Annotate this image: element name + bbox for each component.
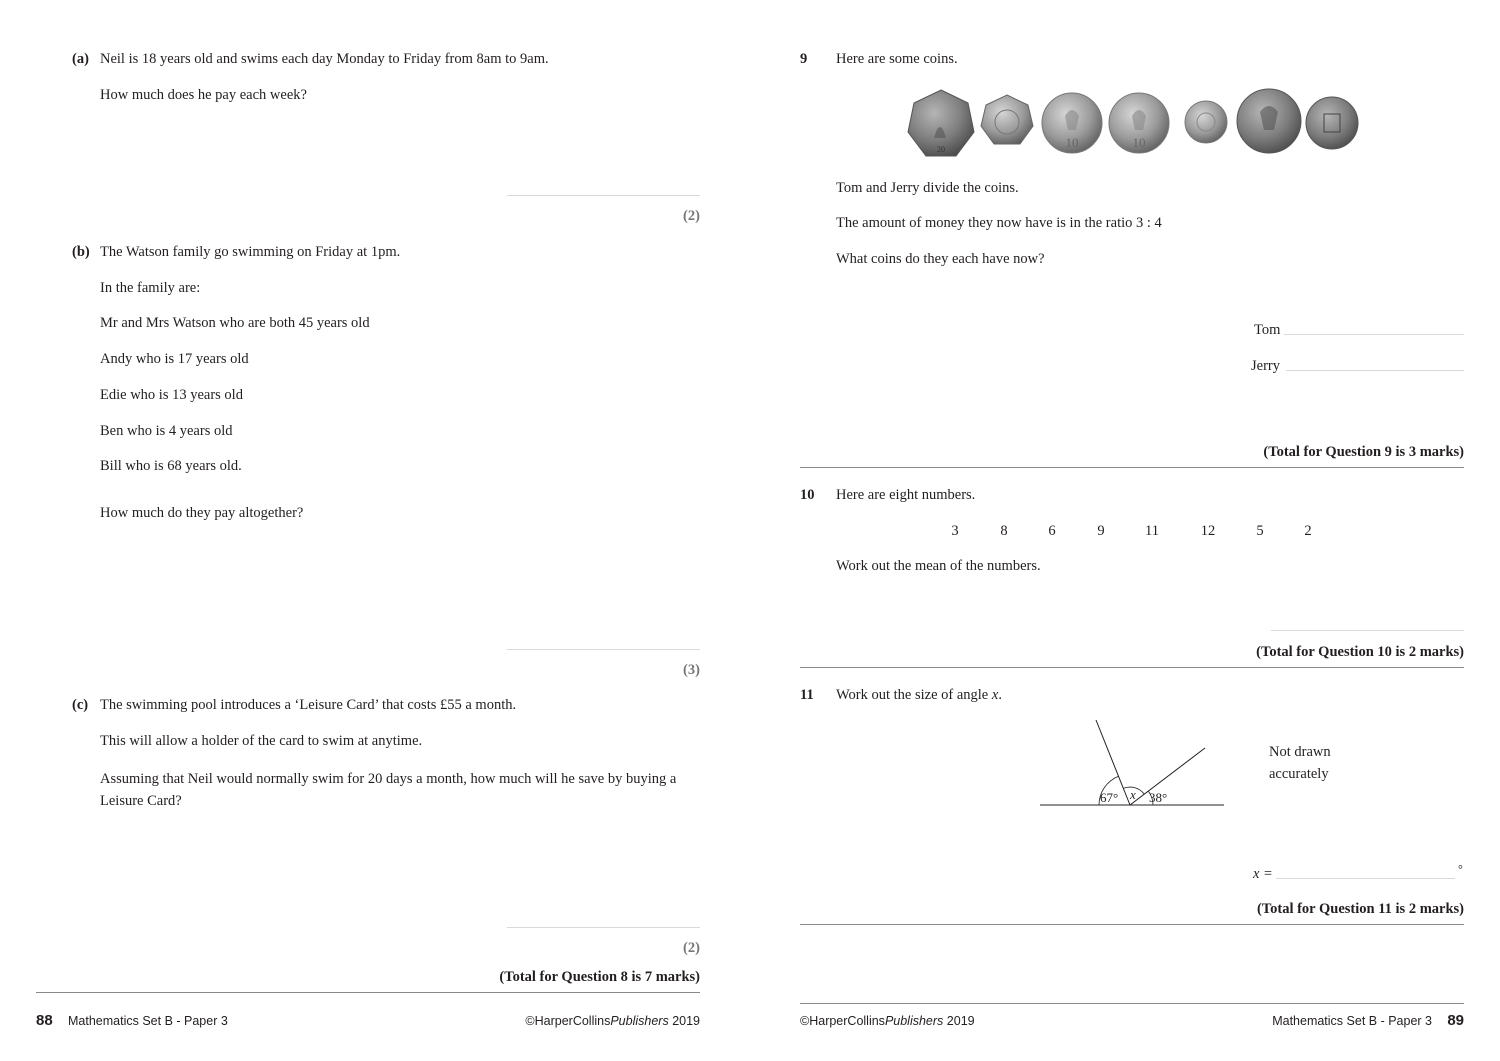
coin-10p-a-icon (1042, 93, 1102, 153)
part-b-line-4: Andy who is 17 years old (100, 351, 249, 367)
left-page-number: 88 (36, 1012, 53, 1029)
question-9-number: 9 (800, 51, 808, 67)
angle-label-67: 67° (1100, 790, 1119, 805)
number-item: 12 (1200, 523, 1216, 539)
question-11-question: Work out the size of angle x. (836, 687, 1002, 703)
question-10-intro: Here are eight numbers. (836, 487, 976, 503)
question-9-line-1: Tom and Jerry divide the coins. (836, 180, 1019, 196)
part-b-marks: (3) (683, 662, 700, 678)
right-ray (1130, 748, 1205, 805)
left-footer-copyright: ©HarperCollinsPublishers 2019 (525, 1014, 700, 1028)
not-drawn-note-line-2: accurately (1269, 766, 1329, 782)
angle-diagram (1030, 712, 1230, 812)
question-9-total: (Total for Question 9 is 3 marks) (1263, 444, 1464, 460)
part-b-line-2: In the family are: (100, 280, 201, 296)
part-a-line-2: How much does he pay each week? (100, 87, 307, 103)
part-b-label: (b) (72, 244, 90, 260)
question-9-line-2: The amount of money they now have is in the ratio 3 : 4 (836, 215, 1162, 231)
part-a-answer-line[interactable] (507, 195, 700, 196)
part-c-line-1: The swimming pool introduces a ‘Leisure Card’ that costs £55 a month. (100, 697, 517, 713)
coin-2p-icon (1237, 89, 1301, 153)
right-page-number: 89 (1447, 1012, 1464, 1029)
question-8-total: (Total for Question 8 is 7 marks) (499, 969, 700, 985)
part-c-marks: (2) (683, 940, 700, 956)
jerry-label: Jerry (1251, 358, 1280, 374)
tom-answer-line[interactable] (1284, 334, 1464, 335)
number-item: 6 (1048, 523, 1056, 539)
part-b-answer-line[interactable] (507, 649, 700, 650)
coin-20p-b-icon (981, 95, 1033, 144)
question-10-number: 10 (800, 487, 815, 503)
question-11-number: 11 (800, 687, 814, 703)
part-c-label: (c) (72, 697, 89, 713)
part-a-label: (a) (72, 51, 89, 67)
question-10-total: (Total for Question 10 is 2 marks) (1256, 644, 1464, 660)
left-footer-title: Mathematics Set B - Paper 3 (68, 1014, 228, 1028)
svg-text:20: 20 (937, 145, 945, 154)
number-item: 8 (1000, 523, 1008, 539)
right-footer-copyright: ©HarperCollinsPublishers 2019 (800, 1014, 975, 1028)
question-10-question: Work out the mean of the numbers. (836, 558, 1041, 574)
question-9-intro: Here are some coins. (836, 51, 958, 67)
jerry-answer-line[interactable] (1286, 370, 1464, 371)
right-footer-rule (800, 1003, 1464, 1004)
left-footer-rule (36, 992, 700, 993)
question-11-rule (800, 924, 1464, 925)
coin-20p-a-icon (908, 90, 974, 156)
question-10-rule (800, 667, 1464, 668)
svg-text:10: 10 (1065, 135, 1079, 150)
part-b-line-3: Mr and Mrs Watson who are both 45 years old (100, 315, 370, 331)
part-c-line-2: This will allow a holder of the card to swim at anytime. (100, 733, 423, 749)
not-drawn-note-line-1: Not drawn (1269, 744, 1331, 760)
part-a-line-1: Neil is 18 years old and swims each day Monday to Friday from 8am to 9am. (100, 51, 549, 67)
number-item: 9 (1097, 523, 1105, 539)
question-10-answer-line[interactable] (1271, 630, 1464, 631)
x-answer-line[interactable] (1276, 878, 1455, 879)
angle-label-x: x (1130, 787, 1136, 802)
number-item: 3 (951, 523, 959, 539)
degree-symbol: ° (1458, 862, 1463, 876)
coin-1p-icon (1306, 97, 1358, 149)
svg-text:10: 10 (1132, 135, 1146, 150)
part-b-line-1: The Watson family go swimming on Friday at 1pm. (100, 244, 401, 260)
number-item: 11 (1145, 523, 1159, 539)
right-footer-title: Mathematics Set B - Paper 3 (1272, 1014, 1432, 1028)
part-b-line-8: How much do they pay altogether? (100, 505, 304, 521)
angle-label-38: 38° (1149, 790, 1168, 805)
coin-10p-b-icon (1109, 93, 1169, 153)
coins-image (900, 86, 1364, 162)
tom-label: Tom (1254, 322, 1281, 338)
number-item: 2 (1304, 523, 1312, 539)
part-b-line-6: Ben who is 4 years old (100, 423, 233, 439)
question-9-rule (800, 467, 1464, 468)
part-b-line-7: Bill who is 68 years old. (100, 458, 242, 474)
x-answer-label: x = (1253, 866, 1273, 882)
coin-5p-icon (1185, 101, 1227, 143)
part-c-answer-line[interactable] (507, 927, 700, 928)
question-9-line-3: What coins do they each have now? (836, 251, 1045, 267)
number-item: 5 (1256, 523, 1264, 539)
part-b-line-5: Edie who is 13 years old (100, 387, 243, 403)
part-c-line-3: Assuming that Neil would normally swim for 20 days a month, how much will he save by buying a Leisure Card? (100, 771, 677, 809)
question-11-total: (Total for Question 11 is 2 marks) (1256, 901, 1464, 917)
part-a-marks: (2) (683, 208, 700, 224)
